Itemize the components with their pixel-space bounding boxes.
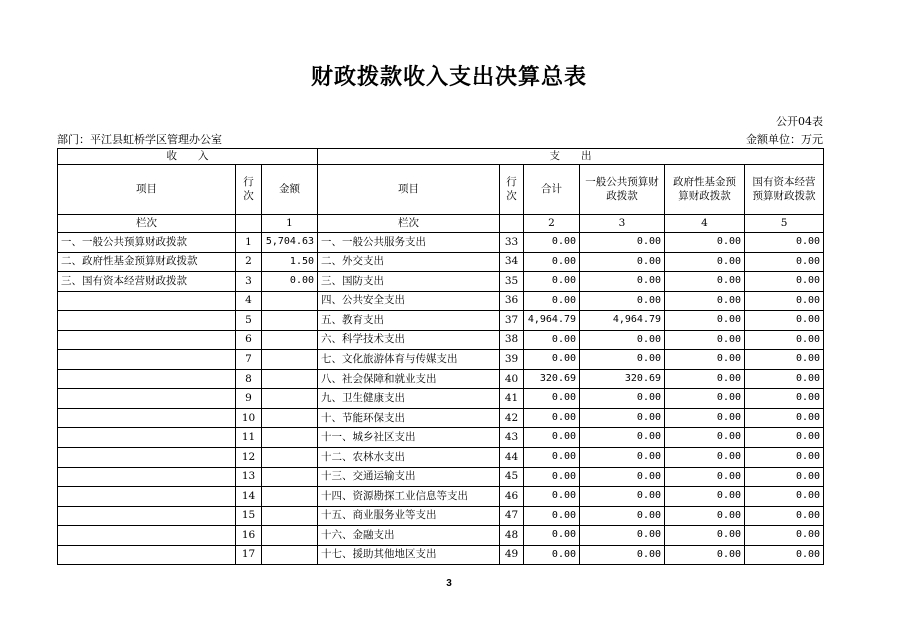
- income-amount-cell: [262, 311, 318, 331]
- expense-item-cell: 七、文化旅游体育与传媒支出: [318, 350, 500, 370]
- income-line-cell: 12: [236, 448, 262, 468]
- income-amount-cell: [262, 448, 318, 468]
- income-amount-cell: [262, 487, 318, 507]
- income-amount-cell: [262, 545, 318, 565]
- state-capital-cell: 0.00: [745, 487, 824, 507]
- table-row: [58, 389, 824, 409]
- expense-column-label: 栏次: [318, 215, 500, 233]
- expense-line-cell: 38: [500, 330, 524, 350]
- state-capital-cell: 0.00: [745, 311, 824, 331]
- income-header: 收 入: [58, 149, 318, 165]
- total-cell: 0.00: [524, 506, 580, 526]
- gov-fund-cell: 0.00: [665, 311, 745, 331]
- expense-item-cell: 五、教育支出: [318, 311, 500, 331]
- gov-fund-cell: 0.00: [665, 389, 745, 409]
- income-item-cell: [58, 330, 236, 350]
- income-line-cell: 17: [236, 545, 262, 565]
- expense-line-cell: 48: [500, 526, 524, 546]
- expense-line-cell: 43: [500, 428, 524, 448]
- income-line-cell: 2: [236, 252, 262, 272]
- general-budget-cell: 0.00: [580, 252, 665, 272]
- general-budget-cell: 0.00: [580, 506, 665, 526]
- expense-item-cell: 六、科学技术支出: [318, 330, 500, 350]
- total-cell: 0.00: [524, 448, 580, 468]
- table-row: [58, 350, 824, 370]
- income-line-cell: 11: [236, 428, 262, 448]
- income-amount-cell: [262, 428, 318, 448]
- total-cell: 0.00: [524, 233, 580, 253]
- income-item-cell: [58, 369, 236, 389]
- income-line-cell: 1: [236, 233, 262, 253]
- state-capital-cell: 0.00: [745, 369, 824, 389]
- column-number-3: 3: [580, 215, 665, 233]
- expense-line-cell: 42: [500, 408, 524, 428]
- total-cell: 0.00: [524, 408, 580, 428]
- state-capital-cell: 0.00: [745, 252, 824, 272]
- gov-fund-cell: 0.00: [665, 545, 745, 565]
- expense-line-cell: 44: [500, 448, 524, 468]
- general-budget-cell: 0.00: [580, 428, 665, 448]
- general-budget-header: 一般公共预算财政拨款: [580, 165, 665, 215]
- income-item-cell: 二、政府性基金预算财政拨款: [58, 252, 236, 272]
- gov-fund-cell: 0.00: [665, 291, 745, 311]
- gov-fund-cell: 0.00: [665, 428, 745, 448]
- gov-fund-cell: 0.00: [665, 233, 745, 253]
- income-line-cell: 8: [236, 369, 262, 389]
- expense-item-cell: 十六、金融支出: [318, 526, 500, 546]
- general-budget-cell: 0.00: [580, 389, 665, 409]
- gov-fund-cell: 0.00: [665, 448, 745, 468]
- table-row: [58, 272, 824, 292]
- income-item-cell: 一、一般公共预算财政拨款: [58, 233, 236, 253]
- state-capital-cell: 0.00: [745, 545, 824, 565]
- gov-fund-cell: 0.00: [665, 467, 745, 487]
- column-number-1: 1: [262, 215, 318, 233]
- total-cell: 0.00: [524, 467, 580, 487]
- income-line-cell: 4: [236, 291, 262, 311]
- gov-fund-cell: 0.00: [665, 350, 745, 370]
- expense-line-header: 行次: [500, 165, 524, 215]
- income-amount-cell: [262, 408, 318, 428]
- state-capital-cell: 0.00: [745, 330, 824, 350]
- expense-line-cell: 33: [500, 233, 524, 253]
- general-budget-cell: 0.00: [580, 408, 665, 428]
- expense-item-cell: 一、一般公共服务支出: [318, 233, 500, 253]
- total-cell: 0.00: [524, 350, 580, 370]
- expense-item-cell: 八、社会保障和就业支出: [318, 369, 500, 389]
- table-row: [58, 487, 824, 507]
- expense-item-cell: 十二、农林水支出: [318, 448, 500, 468]
- page-number: 3: [446, 578, 452, 589]
- general-budget-cell: 4,964.79: [580, 311, 665, 331]
- expense-item-cell: 九、卫生健康支出: [318, 389, 500, 409]
- expense-item-header: 项目: [318, 165, 500, 215]
- general-budget-cell: 0.00: [580, 545, 665, 565]
- table-row: [58, 233, 824, 253]
- table-row: [58, 252, 824, 272]
- state-capital-cell: 0.00: [745, 506, 824, 526]
- table-row: [58, 311, 824, 331]
- column-number-4: 4: [665, 215, 745, 233]
- income-amount-cell: [262, 330, 318, 350]
- income-item-cell: [58, 545, 236, 565]
- total-cell: 320.69: [524, 369, 580, 389]
- total-cell: 0.00: [524, 526, 580, 546]
- expense-item-cell: 十、节能环保支出: [318, 408, 500, 428]
- income-item-cell: [58, 487, 236, 507]
- expense-item-cell: 二、外交支出: [318, 252, 500, 272]
- income-item-cell: [58, 467, 236, 487]
- table-row: [58, 369, 824, 389]
- expense-header: 支 出: [318, 149, 824, 165]
- expense-line-cell: 36: [500, 291, 524, 311]
- income-line-cell: 7: [236, 350, 262, 370]
- income-amount-cell: [262, 291, 318, 311]
- gov-fund-cell: 0.00: [665, 487, 745, 507]
- income-item-cell: [58, 428, 236, 448]
- income-line-cell: 9: [236, 389, 262, 409]
- table-row: [58, 428, 824, 448]
- table-row: [58, 545, 824, 565]
- income-line-header: 行次: [236, 165, 262, 215]
- state-capital-cell: 0.00: [745, 233, 824, 253]
- income-item-cell: [58, 311, 236, 331]
- total-cell: 0.00: [524, 545, 580, 565]
- expense-line-cell: 41: [500, 389, 524, 409]
- state-capital-cell: 0.00: [745, 408, 824, 428]
- income-item-cell: [58, 506, 236, 526]
- expense-item-cell: 十四、资源勘探工业信息等支出: [318, 487, 500, 507]
- general-budget-cell: 0.00: [580, 330, 665, 350]
- general-budget-cell: 0.00: [580, 467, 665, 487]
- state-capital-cell: 0.00: [745, 291, 824, 311]
- expense-item-cell: 十七、援助其他地区支出: [318, 545, 500, 565]
- total-cell: 0.00: [524, 389, 580, 409]
- expense-item-cell: 十三、交通运输支出: [318, 467, 500, 487]
- table-body: [58, 233, 824, 565]
- gov-fund-header: 政府性基金预算财政拨款: [665, 165, 745, 215]
- income-line-cell: 5: [236, 311, 262, 331]
- income-line-cell: 6: [236, 330, 262, 350]
- expense-line-cell: 34: [500, 252, 524, 272]
- total-cell: 0.00: [524, 428, 580, 448]
- state-capital-cell: 0.00: [745, 526, 824, 546]
- state-capital-cell: 0.00: [745, 467, 824, 487]
- income-amount-cell: [262, 369, 318, 389]
- income-amount-cell: 5,704.63: [262, 233, 318, 253]
- income-amount-header: 金额: [262, 165, 318, 215]
- total-cell: 0.00: [524, 272, 580, 292]
- state-capital-cell: 0.00: [745, 350, 824, 370]
- income-line-cell: 10: [236, 408, 262, 428]
- table-row: [58, 506, 824, 526]
- total-cell: 0.00: [524, 291, 580, 311]
- gov-fund-cell: 0.00: [665, 506, 745, 526]
- gov-fund-cell: 0.00: [665, 369, 745, 389]
- general-budget-cell: 320.69: [580, 369, 665, 389]
- income-amount-cell: 1.50: [262, 252, 318, 272]
- table-row: [58, 448, 824, 468]
- income-item-cell: [58, 526, 236, 546]
- column-number-2: 2: [524, 215, 580, 233]
- unit-label: 金额单位：万元: [746, 133, 823, 146]
- total-cell: 0.00: [524, 487, 580, 507]
- expense-item-cell: 四、公共安全支出: [318, 291, 500, 311]
- total-cell: 0.00: [524, 330, 580, 350]
- table-row: [58, 330, 824, 350]
- expense-line-cell: 47: [500, 506, 524, 526]
- expense-item-cell: 十一、城乡社区支出: [318, 428, 500, 448]
- income-line-cell: 13: [236, 467, 262, 487]
- gov-fund-cell: 0.00: [665, 272, 745, 292]
- expense-item-cell: 三、国防支出: [318, 272, 500, 292]
- total-cell: 0.00: [524, 252, 580, 272]
- state-capital-cell: 0.00: [745, 272, 824, 292]
- table-row: [58, 291, 824, 311]
- expense-line-cell: 40: [500, 369, 524, 389]
- income-item-cell: [58, 389, 236, 409]
- state-capital-cell: 0.00: [745, 448, 824, 468]
- income-line-cell: 14: [236, 487, 262, 507]
- expense-line-cell: 46: [500, 487, 524, 507]
- expense-line-cell: 45: [500, 467, 524, 487]
- general-budget-cell: 0.00: [580, 272, 665, 292]
- income-amount-cell: [262, 467, 318, 487]
- budget-table: [57, 148, 824, 565]
- total-header: 合计: [524, 165, 580, 215]
- gov-fund-cell: 0.00: [665, 330, 745, 350]
- expense-line-cell: 37: [500, 311, 524, 331]
- general-budget-cell: 0.00: [580, 448, 665, 468]
- general-budget-cell: 0.00: [580, 526, 665, 546]
- expense-line-cell: 39: [500, 350, 524, 370]
- expense-item-cell: 十五、商业服务业等支出: [318, 506, 500, 526]
- income-item-cell: 三、国有资本经营财政拨款: [58, 272, 236, 292]
- income-column-label: 栏次: [58, 215, 236, 233]
- general-budget-cell: 0.00: [580, 487, 665, 507]
- form-number: 公开04表: [776, 115, 823, 128]
- department-label: 部门：平江县虹桥学区管理办公室: [57, 133, 222, 146]
- general-budget-cell: 0.00: [580, 291, 665, 311]
- expense-line-cell: 49: [500, 545, 524, 565]
- table-row: [58, 408, 824, 428]
- state-capital-cell: 0.00: [745, 428, 824, 448]
- state-capital-header: 国有资本经营预算财政拨款: [745, 165, 824, 215]
- income-item-cell: [58, 408, 236, 428]
- income-line-cell: 15: [236, 506, 262, 526]
- income-item-cell: [58, 291, 236, 311]
- column-number-5: 5: [745, 215, 824, 233]
- page-title: 财政拨款收入支出决算总表: [310, 64, 587, 90]
- gov-fund-cell: 0.00: [665, 526, 745, 546]
- income-amount-cell: [262, 389, 318, 409]
- income-amount-cell: 0.00: [262, 272, 318, 292]
- general-budget-cell: 0.00: [580, 350, 665, 370]
- income-amount-cell: [262, 526, 318, 546]
- income-item-cell: [58, 350, 236, 370]
- income-line-cell: 16: [236, 526, 262, 546]
- table-row: [58, 467, 824, 487]
- gov-fund-cell: 0.00: [665, 408, 745, 428]
- income-item-header: 项目: [58, 165, 236, 215]
- income-line-cell: 3: [236, 272, 262, 292]
- income-item-cell: [58, 448, 236, 468]
- state-capital-cell: 0.00: [745, 389, 824, 409]
- gov-fund-cell: 0.00: [665, 252, 745, 272]
- total-cell: 4,964.79: [524, 311, 580, 331]
- income-amount-cell: [262, 506, 318, 526]
- general-budget-cell: 0.00: [580, 233, 665, 253]
- expense-line-cell: 35: [500, 272, 524, 292]
- income-amount-cell: [262, 350, 318, 370]
- table-row: [58, 526, 824, 546]
